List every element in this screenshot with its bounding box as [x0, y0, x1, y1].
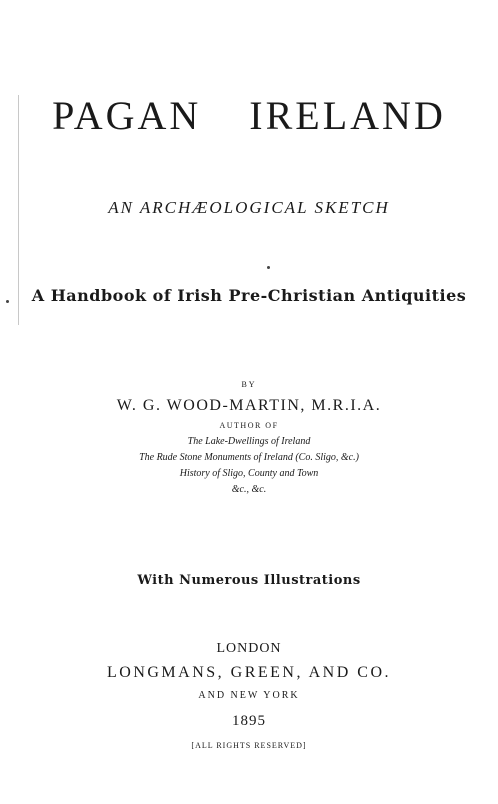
author-of-label: AUTHOR OF: [219, 421, 279, 430]
rights-notice: [ALL RIGHTS RESERVED]: [191, 741, 307, 750]
author-name: W. G. WOOD-MARTIN, M.R.I.A.: [116, 397, 382, 414]
imprint-year: 1895: [232, 713, 266, 729]
handbook-line: A Handbook of Irish Pre-Christian Antiquities: [31, 286, 467, 305]
by-label: BY: [241, 380, 257, 389]
imprint-city: LONDON: [216, 641, 282, 656]
work-title: The Rude Stone Monuments of Ireland (Co. Sligo, &c.): [139, 452, 359, 463]
imprint-publisher: LONGMANS, GREEN, AND CO.: [106, 664, 391, 681]
book-subtitle: AN ARCHÆOLOGICAL SKETCH: [108, 198, 390, 217]
title-word-pagan: PAGAN: [52, 93, 202, 138]
book-title: [0, 92, 498, 139]
illustrations-line: With Numerous Illustrations: [137, 573, 361, 588]
work-title: History of Sligo, County and Town: [179, 468, 319, 479]
ink-speck: [267, 266, 270, 269]
title-word-ireland: IRELAND: [249, 93, 446, 138]
work-etc: &c., &c.: [231, 484, 267, 495]
work-title: The Lake-Dwellings of Ireland: [187, 436, 311, 447]
imprint-publisher-location: AND NEW YORK: [198, 690, 300, 701]
